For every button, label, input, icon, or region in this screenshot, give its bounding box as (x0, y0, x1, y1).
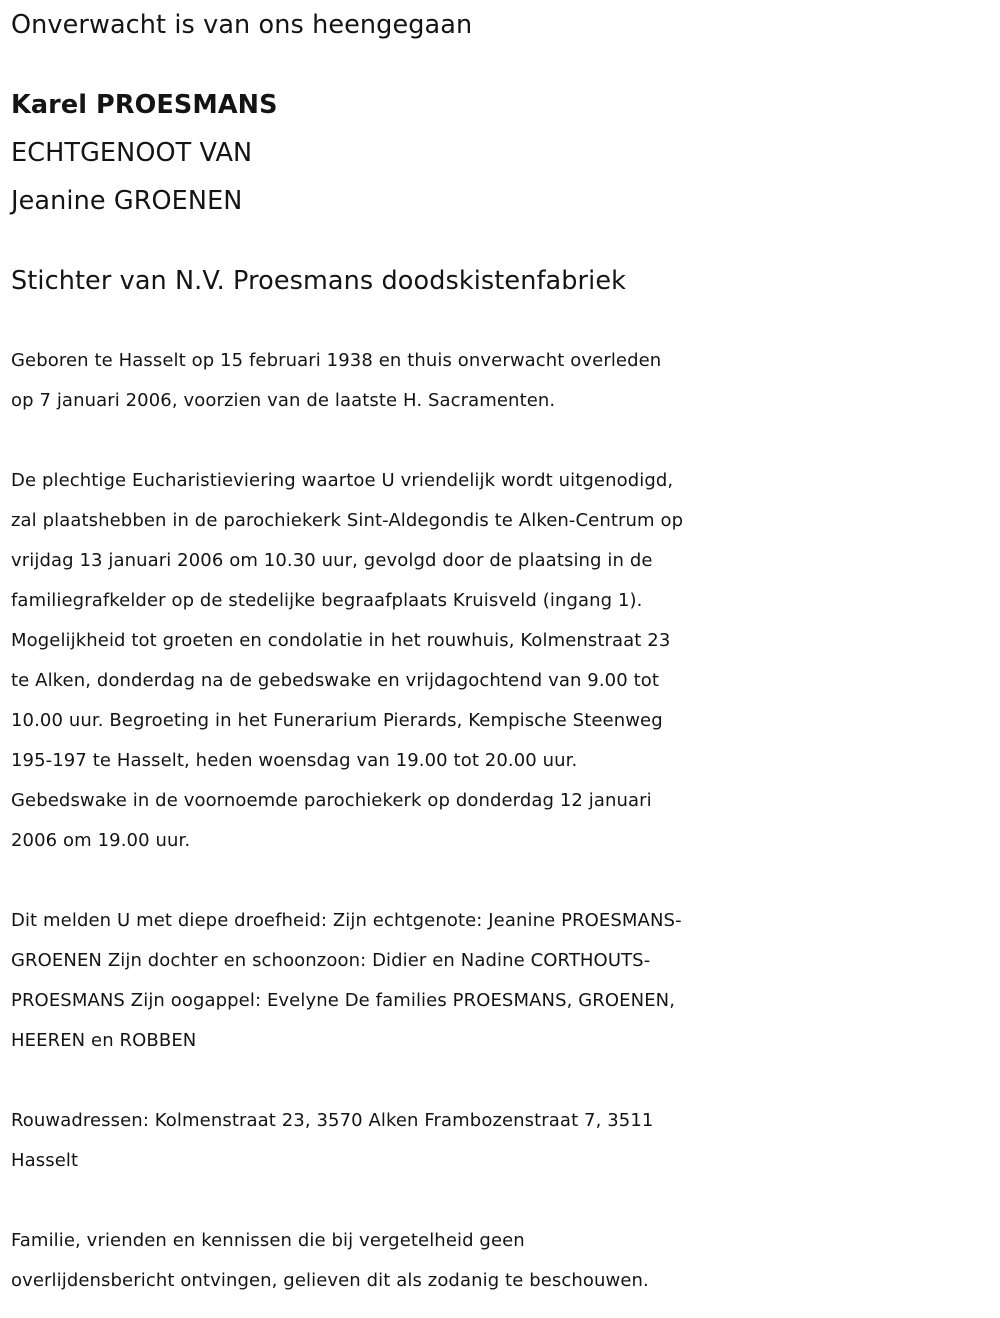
closing-paragraph (11, 1221, 993, 1301)
intro-text: Onverwacht is van ons heengegaan (11, 10, 473, 40)
birth-death-paragraph (11, 341, 993, 421)
paragraph-line: Gebedswake in de voornoemde parochiekerk op donderdag 12 januari (11, 790, 652, 811)
paragraph-line: vrijdag 13 januari 2006 om 10.30 uur, gevolgd door de plaatsing in de (11, 550, 653, 571)
paragraph-line: Rouwadressen: Kolmenstraat 23, 3570 Alken Frambozenstraat 7, 3511 (11, 1110, 654, 1131)
deceased-name: Karel PROESMANS (11, 90, 278, 120)
paragraph-line: Hasselt (11, 1150, 79, 1171)
ceremony-paragraph (11, 461, 993, 861)
paragraph-line: Dit melden U met diepe droefheid: Zijn echtgenote: Jeanine PROESMANS- (11, 910, 682, 931)
paragraph-line: Familie, vrienden en kennissen die bij vergetelheid geen (11, 1230, 525, 1251)
addresses-paragraph (11, 1101, 993, 1181)
paragraph-line: te Alken, donderdag na de gebedswake en vrijdagochtend van 9.00 tot (11, 670, 660, 691)
paragraph-line: 2006 om 19.00 uur. (11, 830, 191, 851)
paragraph-line: Mogelijkheid tot groeten en condolatie in het rouwhuis, Kolmenstraat 23 (11, 630, 671, 651)
paragraph-line: zal plaatshebben in de parochiekerk Sint-Aldegondis te Alken-Centrum op (11, 510, 684, 531)
spouse-name: Jeanine GROENEN (11, 186, 243, 216)
paragraph-line: overlijdensbericht ontvingen, gelieven dit als zodanig te beschouwen. (11, 1270, 649, 1291)
founder-text: Stichter van N.V. Proesmans doodskistenfabriek (11, 266, 626, 296)
paragraph-line: familiegrafkelder op de stedelijke begraafplaats Kruisveld (ingang 1). (11, 590, 643, 611)
paragraph-line: 10.00 uur. Begroeting in het Funerarium Pierards, Kempische Steenweg (11, 710, 663, 731)
paragraph-line: PROESMANS Zijn oogappel: Evelyne De families PROESMANS, GROENEN, (11, 990, 676, 1011)
paragraph-line: Geboren te Hasselt op 15 februari 1938 en thuis onverwacht overleden (11, 350, 662, 371)
paragraph-line: GROENEN Zijn dochter en schoonzoon: Didier en Nadine CORTHOUTS- (11, 950, 651, 971)
paragraph-line: De plechtige Eucharistieviering waartoe U vriendelijk wordt uitgenodigd, (11, 470, 674, 491)
paragraph-line: HEEREN en ROBBEN (11, 1030, 197, 1051)
relation-label: ECHTGENOOT VAN (11, 138, 253, 168)
paragraph-line: op 7 januari 2006, voorzien van de laatste H. Sacramenten. (11, 390, 556, 411)
mourners-paragraph (11, 901, 993, 1061)
paragraph-line: 195-197 te Hasselt, heden woensdag van 19.00 tot 20.00 uur. (11, 750, 578, 771)
